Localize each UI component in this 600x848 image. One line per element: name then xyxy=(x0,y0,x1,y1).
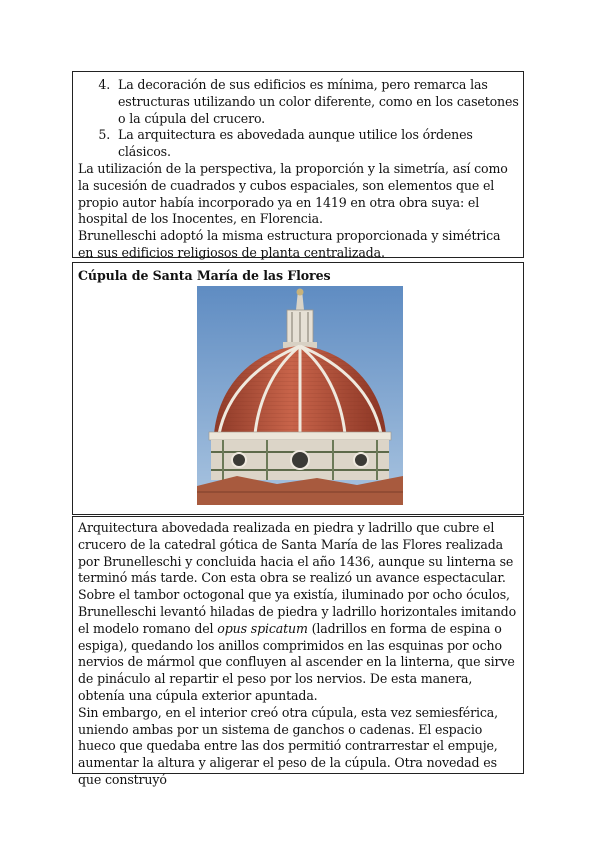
text-section-description xyxy=(72,516,524,787)
list-item: 4. La decoración de sus edificios es mínima, pero remarca las estructuras utilizando un color diferente, como en los casetones o la cúpula del crucero. xyxy=(114,77,519,127)
dome-photo xyxy=(197,286,403,505)
lantern-ball xyxy=(297,289,304,296)
section-heading: Cúpula de Santa María de las Flores xyxy=(78,268,331,283)
oculus xyxy=(291,451,309,469)
paragraph-description: Arquitectura abovedada realizada en piedra y ladrillo que cubre el crucero de la catedral gótica de Santa María de las Flores realizada por Brunelleschi y concluida hacia el año 1436, aunque su linterna se terminó más tarde. Con esta obra se realizó un avance espectacular. Sobre el tambor octogonal que ya existía, iluminado por ocho óculos, Brunelleschi levantó hiladas de piedra y ladrillo horizontales imitando el modelo romano del opus spicatum (ladrillos en forma de espina o espiga), quedando los anillos comprimidos en las esquinas por ocho nervios de mármol que confluyen al ascender en la linterna, que sirve de pináculo al repartir el peso por los nervios. De esta manera, obtenía una cúpula exterior apuntada. xyxy=(78,520,517,703)
text-section-principles xyxy=(72,71,524,258)
paragraph-perspective: La utilización de la perspectiva, la proporción y la simetría, así como la sucesión de cuadrados y cubos espaciales, son elementos que el propio autor había incorporado ya en 1419 en otra obra suya: el hospital de los Inocentes, en Florencia. xyxy=(78,160,508,227)
principles-list xyxy=(78,77,519,161)
paragraph-brunelleschi: Brunelleschi adoptó la misma estructura proporcionada y simétrica en sus edificios religiosos de planta centralizada. xyxy=(78,228,501,260)
image-section xyxy=(72,262,524,515)
list-item: 5. La arquitectura es abovedada aunque utilice los órdenes clásicos. xyxy=(114,127,519,161)
oculus xyxy=(232,453,246,467)
paragraph-interior-dome: Sin embargo, en el interior creó otra cúpula, esta vez semiesférica, uniendo ambas por un sistema de ganchos o cadenas. El espacio hueco que quedaba entre las dos permitió contrarrestar el empuje, aumentar la altura y aligerar el peso de la cúpula. Otra novedad es que construyó xyxy=(78,704,498,787)
italic-term: opus spicatum xyxy=(217,620,308,636)
oculus xyxy=(354,453,368,467)
